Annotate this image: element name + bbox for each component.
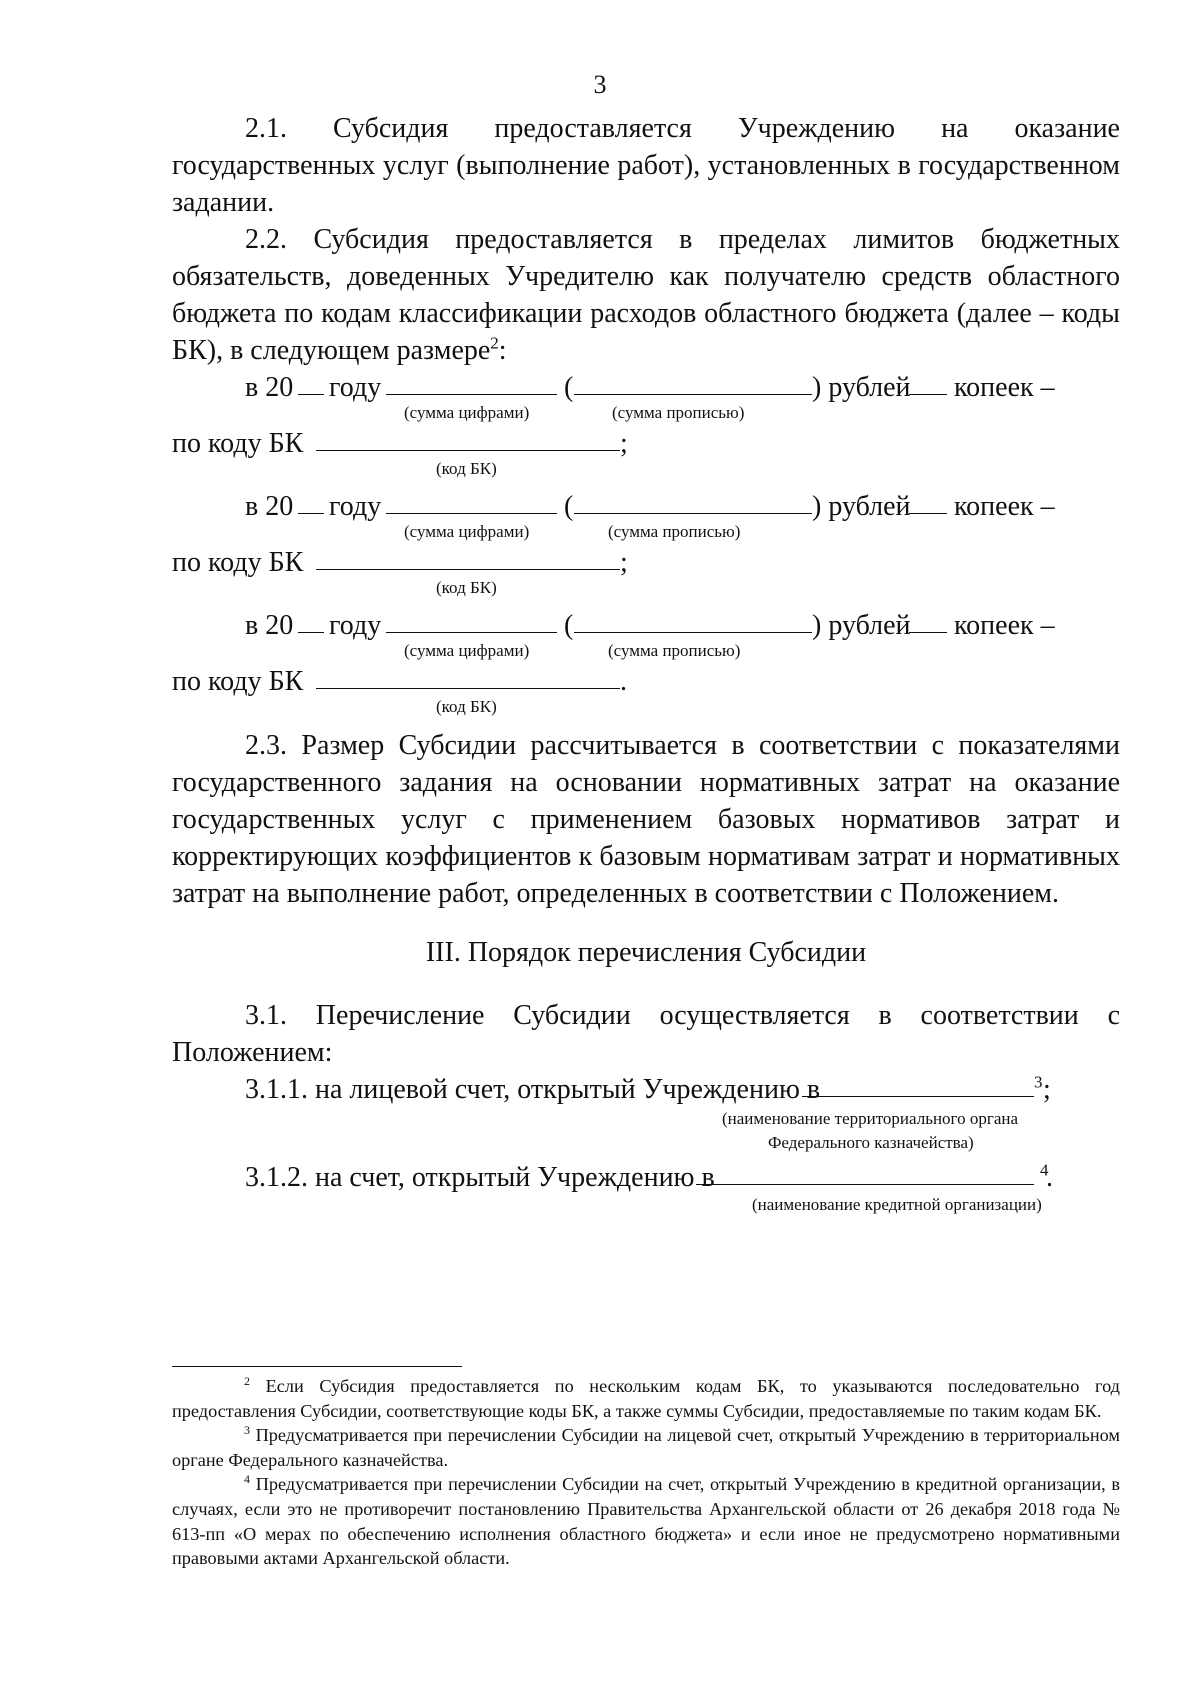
code-period: . <box>620 666 627 697</box>
caption-treasury-line1: (наименование территориального органа <box>722 1109 1019 1128</box>
footnote-ref-3: 3 <box>1034 1072 1043 1092</box>
footnote-text: Если Субсидия предоставляется по нескольким кодам БК, то указываются последовательно год предоставления Субсидии, соответствующие коды БК, а также суммы Субсидии, предоставляемые по таким кодам БК. <box>172 1376 1120 1421</box>
paragraph-3-1-1-end: ; <box>1043 1074 1051 1105</box>
paragraph-2-1: 2.1. Субсидия предоставляется Учреждению на оказание государственных услуг (выполнение работ), установленных в государственном задании. <box>172 113 1120 218</box>
kopecks-blank[interactable] <box>909 367 947 395</box>
rubles-text: ) рублей <box>812 491 911 522</box>
code-caption-3 <box>172 697 1120 721</box>
paragraph-2-2 <box>172 221 1120 369</box>
caption-sum-digits: (сумма цифрами) <box>404 641 530 660</box>
amount-captions-2 <box>172 522 1120 546</box>
sum-digits-blank[interactable] <box>386 605 557 633</box>
treasury-organ-blank[interactable] <box>802 1069 1034 1097</box>
document-body <box>172 110 1120 1217</box>
amount-captions-1 <box>172 403 1120 427</box>
footnote-number: 2 <box>244 1373 250 1388</box>
sum-digits-blank[interactable] <box>386 486 557 514</box>
code-line-1 <box>172 425 1120 463</box>
code-prefix: по коду БК <box>172 428 304 459</box>
open-paren: ( <box>564 491 574 522</box>
paragraph-3-1-2-text: 3.1.2. на счет, открытый Учреждению в <box>245 1162 715 1193</box>
year-word: году <box>329 610 382 641</box>
caption-credit-org: (наименование кредитной организации) <box>752 1195 1042 1214</box>
section-3-heading: III. Порядок перечисления Субсидии <box>425 937 867 968</box>
kopecks-blank[interactable] <box>909 605 947 633</box>
paragraph-3-1-1-text: 3.1.1. на лицевой счет, открытый Учреждению в <box>245 1074 821 1105</box>
amount-line-2 <box>172 488 1120 526</box>
sum-digits-blank[interactable] <box>386 367 557 395</box>
caption-sum-digits: (сумма цифрами) <box>404 522 530 541</box>
year-blank[interactable] <box>298 367 324 395</box>
caption-code: (код БК) <box>436 578 497 597</box>
year-prefix: в 20 <box>245 372 294 403</box>
paragraph-3-1: 3.1. Перечисление Субсидии осуществляется в соответствии с Положением: <box>172 1000 1120 1068</box>
code-prefix: по коду БК <box>172 666 304 697</box>
credit-org-caption <box>172 1197 1120 1217</box>
code-caption-2 <box>172 578 1120 602</box>
kopecks-text: копеек – <box>954 610 1055 641</box>
paragraph-2-2-colon: : <box>498 335 507 366</box>
year-blank[interactable] <box>298 605 324 633</box>
paragraph-3-1-2 <box>172 1159 1120 1197</box>
footnote-2 <box>172 1374 1120 1423</box>
paragraph-2-2-text: 2.2. Субсидия предоставляется в пределах лимитов бюджетных обязательств, доведенных Учредителю как получателю средств областного бюджета по кодам классификации расходов областного бюджета (далее – коды БК), в следующем размере <box>172 224 1120 366</box>
caption-sum-words: (сумма прописью) <box>608 522 741 541</box>
code-line-2 <box>172 544 1120 582</box>
code-caption-1 <box>172 459 1120 483</box>
sum-words-blank[interactable] <box>574 367 812 395</box>
footnotes <box>172 1374 1120 1571</box>
kopecks-text: копеек – <box>954 372 1055 403</box>
code-prefix: по коду БК <box>172 547 304 578</box>
open-paren: ( <box>564 372 574 403</box>
year-word: году <box>329 372 382 403</box>
caption-code: (код БК) <box>436 697 497 716</box>
rubles-text: ) рублей <box>812 372 911 403</box>
caption-sum-words: (сумма прописью) <box>612 403 745 422</box>
footnote-separator <box>172 1366 462 1367</box>
amount-line-1 <box>172 369 1120 407</box>
treasury-organ-caption <box>172 1109 1120 1157</box>
credit-org-blank[interactable] <box>696 1157 1034 1185</box>
caption-sum-words: (сумма прописью) <box>608 641 741 660</box>
page-number: 3 <box>593 70 607 99</box>
code-semicolon: ; <box>620 428 628 459</box>
sum-words-blank[interactable] <box>574 486 812 514</box>
footnote-text: Предусматривается при перечислении Субсидии на лицевой счет, открытый Учреждению в территориальном органе Федерального казначейства. <box>172 1425 1120 1470</box>
kopecks-blank[interactable] <box>909 486 947 514</box>
footnote-text: Предусматривается при перечислении Субсидии на счет, открытый Учреждению в кредитной организации, в случаях, если это не противоречит постановлению Правительства Архангельской области от 26 декабря 2018 года № 613-пп «О мерах по обеспечению исполнения областного бюджета» и если иное не предусмотрено нормативными правовыми актами Архангельской области. <box>172 1474 1120 1569</box>
footnote-4 <box>172 1472 1120 1570</box>
code-blank[interactable] <box>316 423 620 451</box>
caption-sum-digits: (сумма цифрами) <box>404 403 530 422</box>
rubles-text: ) рублей <box>812 610 911 641</box>
year-word: году <box>329 491 382 522</box>
code-semicolon: ; <box>620 547 628 578</box>
caption-code: (код БК) <box>436 459 497 478</box>
paragraph-3-1-1 <box>172 1071 1120 1109</box>
footnote-3 <box>172 1423 1120 1472</box>
amount-captions-3 <box>172 641 1120 665</box>
caption-treasury-line2: Федерального казначейства) <box>768 1133 974 1152</box>
footnote-ref-4: 4 <box>1040 1160 1049 1180</box>
kopecks-text: копеек – <box>954 491 1055 522</box>
sum-words-blank[interactable] <box>574 605 812 633</box>
code-line-3 <box>172 663 1120 701</box>
year-prefix: в 20 <box>245 610 294 641</box>
paragraph-3-1-2-end: . <box>1046 1162 1053 1193</box>
year-prefix: в 20 <box>245 491 294 522</box>
amount-line-3 <box>172 607 1120 645</box>
code-blank[interactable] <box>316 661 620 689</box>
footnote-ref-2: 2 <box>490 333 499 353</box>
footnote-number: 3 <box>244 1423 250 1438</box>
paragraph-2-3: 2.3. Размер Субсидии рассчитывается в соответствии с показателями государственного задания на основании нормативных затрат на оказание государственных услуг с применением базовых нормативов затрат и корректирующих коэффициентов к базовым нормативам затрат и нормативных затрат на выполнение работ, определенных в соответствии с Положением. <box>172 730 1120 909</box>
footnote-number: 4 <box>244 1472 250 1487</box>
open-paren: ( <box>564 610 574 641</box>
year-blank[interactable] <box>298 486 324 514</box>
code-blank[interactable] <box>316 542 620 570</box>
